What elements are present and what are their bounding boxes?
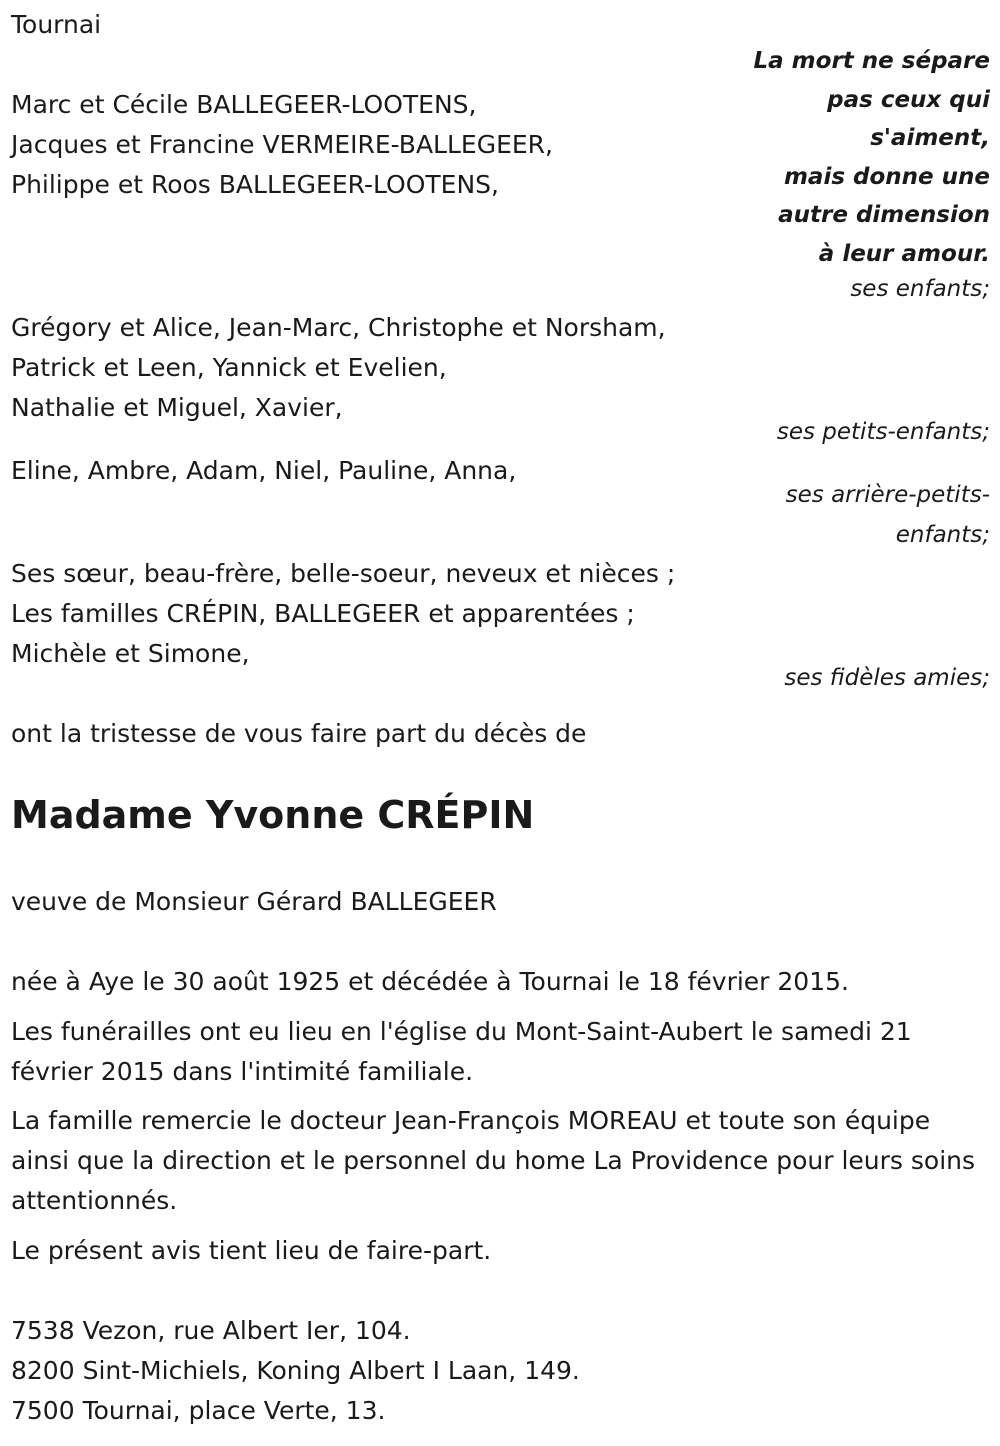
notice-text: Le présent avis tient lieu de faire-part. bbox=[11, 1236, 492, 1265]
deceased-spouse: veuve de Monsieur Gérard BALLEGEER bbox=[11, 887, 497, 916]
quote-line: s'aiment, bbox=[870, 125, 990, 151]
quote-line: à leur amour. bbox=[818, 240, 990, 267]
grandchildren-name: Nathalie et Miguel, Xavier, bbox=[11, 393, 343, 422]
quote-line: mais donne une bbox=[783, 163, 990, 190]
family-name: Ses sœur, beau-frère, belle-soeur, neveux et nièces ; bbox=[11, 559, 676, 588]
great-grandchildren-name: Eline, Ambre, Adam, Niel, Pauline, Anna, bbox=[11, 456, 517, 485]
thanks-text: La famille remercie le docteur Jean-François MOREAU et toute son équipe ainsi que la direction et le personnel du home La Providence pour leurs soins attentionnés. bbox=[11, 1106, 976, 1215]
address-line: 7538 Vezon, rue Albert Ier, 104. bbox=[11, 1316, 411, 1345]
great-grandchildren-role: enfants; bbox=[895, 522, 990, 548]
quote-block bbox=[730, 42, 990, 273]
family-name: Les familles CRÉPIN, BALLEGEER et apparentées ; bbox=[11, 599, 635, 628]
deceased-name: Madame Yvonne CRÉPIN bbox=[11, 793, 535, 837]
birth-death-text: née à Aye le 30 août 1925 et décédée à Tournai le 18 février 2015. bbox=[11, 967, 849, 996]
family-role: ses fidèles amies; bbox=[784, 665, 990, 691]
quote-line: pas ceux qui bbox=[827, 86, 990, 113]
quote-line: La mort ne sépare bbox=[753, 48, 990, 74]
address-line: 7500 Tournai, place Verte, 13. bbox=[11, 1396, 386, 1425]
children-name: Marc et Cécile BALLEGEER-LOOTENS, bbox=[11, 90, 477, 119]
address-line: 8200 Sint-Michiels, Koning Albert I Laan, 149. bbox=[11, 1356, 580, 1385]
grandchildren-name: Patrick et Leen, Yannick et Evelien, bbox=[11, 353, 447, 382]
great-grandchildren-role: ses arrière-petits- bbox=[785, 482, 990, 508]
quote-line: autre dimension bbox=[778, 202, 990, 228]
family-name: Michèle et Simone, bbox=[11, 639, 250, 668]
city-heading: Tournai bbox=[11, 10, 102, 39]
grandchildren-role: ses petits-enfants; bbox=[776, 419, 990, 445]
funeral-text: Les funérailles ont eu lieu en l'église du Mont-Saint-Aubert le samedi 21 février 2015 dans l'intimité familiale. bbox=[11, 1017, 912, 1086]
announcement: ont la tristesse de vous faire part du décès de bbox=[11, 719, 587, 748]
grandchildren-name: Grégory et Alice, Jean-Marc, Christophe et Norsham, bbox=[11, 313, 666, 342]
children-role: ses enfants; bbox=[850, 276, 990, 302]
children-name: Jacques et Francine VERMEIRE-BALLEGEER, bbox=[11, 130, 553, 159]
children-name: Philippe et Roos BALLEGEER-LOOTENS, bbox=[11, 170, 499, 199]
